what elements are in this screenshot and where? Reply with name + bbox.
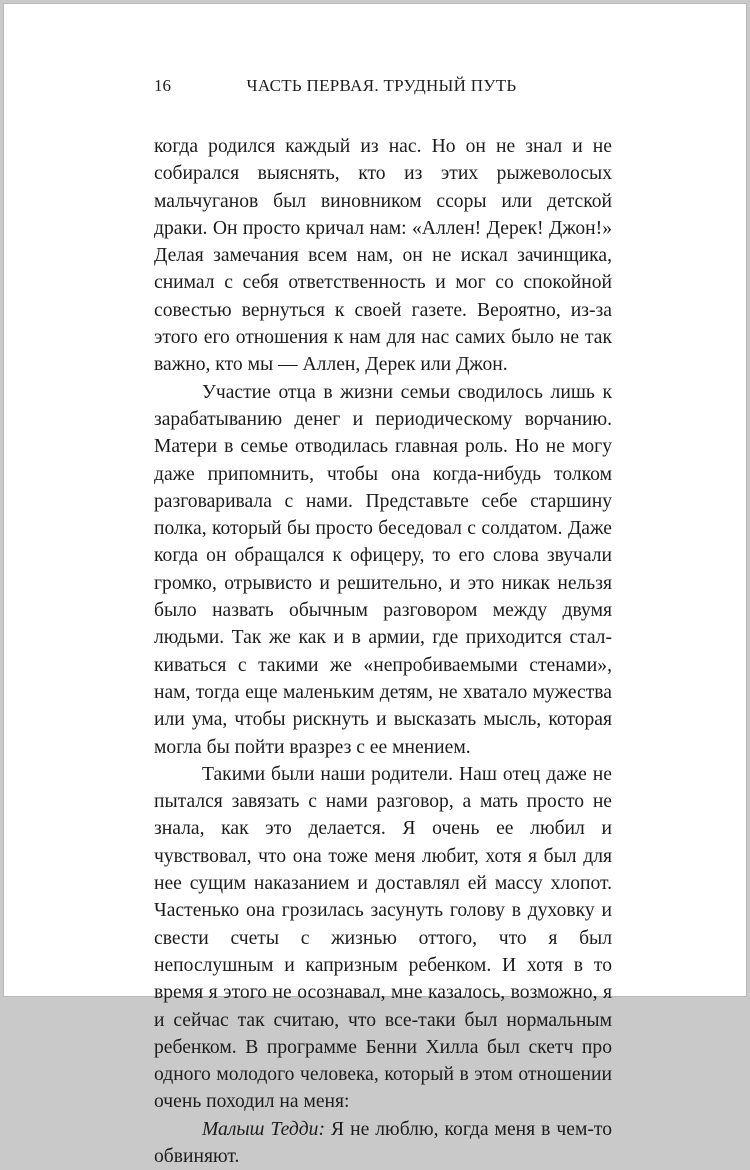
paragraph-3: Такими были наши родители. Наш отец даже не пытался завязать с нами разговор, а мать просто не знала, как это делается. Я очень ее любил и чувствовал, что она тоже меня любит, хотя я был для нее сущим наказанием и доставлял ей массу хлопот. Частенько она грозилась засунуть голову в духовку и свести счеты с жизнью оттого, что я был непослушным и капризным ребенком. И хотя в то время я этого не осознавал, мне казалось, возможно, я и сейчас так считаю, что все-таки был нормальным ребенком. В программе Бенни Хилла был скетч про одного молодого человека, который в этом отношении очень походил на меня: <box>154 763 612 1113</box>
running-head <box>154 76 609 98</box>
page-number: 16 <box>154 76 171 95</box>
book-page <box>3 3 747 1167</box>
dialogue-speaker: Малыш Тедди: <box>202 1118 325 1140</box>
dialogue-text: Я не люблю, когда меня в чем-то обвиняют. <box>154 1118 612 1167</box>
section-title: ЧАСТЬ ПЕРВАЯ. ТРУДНЫЙ ПУТЬ <box>246 76 517 95</box>
paragraph-2: Участие отца в жизни семьи сводилось лишь к зарабатыванию денег и периодическому ворчанию. Матери в семье отводилась главная роль. Но не могу даже припомнить, чтобы она когда-нибудь толком разговаривала с нами. Представьте себе старшину полка, который бы просто беседовал с солдатом. Даже когда он обращался к офицеру, то его слова звучали громко, отрывисто и решительно, и это никак нельзя было назвать обычным разговором между двумя людьми. Так же как и в армии, где приходится сталкиваться с такими же «непробиваемыми стенами», нам, тогда еще маленьким детям, не хватало мужества или ума, чтобы рискнуть и высказать мысль, которая могла бы пойти вразрез с ее мнением. <box>154 381 612 758</box>
paragraph-1: когда родился каждый из нас. Но он не знал и не собирался выяснять, кто из этих рыжеволосых мальчуганов был виновником ссоры или детской драки. Он просто кричал нам: «Аллен! Дерек! Джон!» Делая замечания всем нам, он не искал зачинщика, снимал с себя ответственность и мог со спокойной совестью вернуться к своей газете. Вероятно, из-за этого его отношения к нам для нас самих было не так важно, кто мы — Аллен, Дерек или Джон. <box>154 136 612 376</box>
dialogue-line <box>154 1116 612 1170</box>
body-text <box>154 133 612 1170</box>
